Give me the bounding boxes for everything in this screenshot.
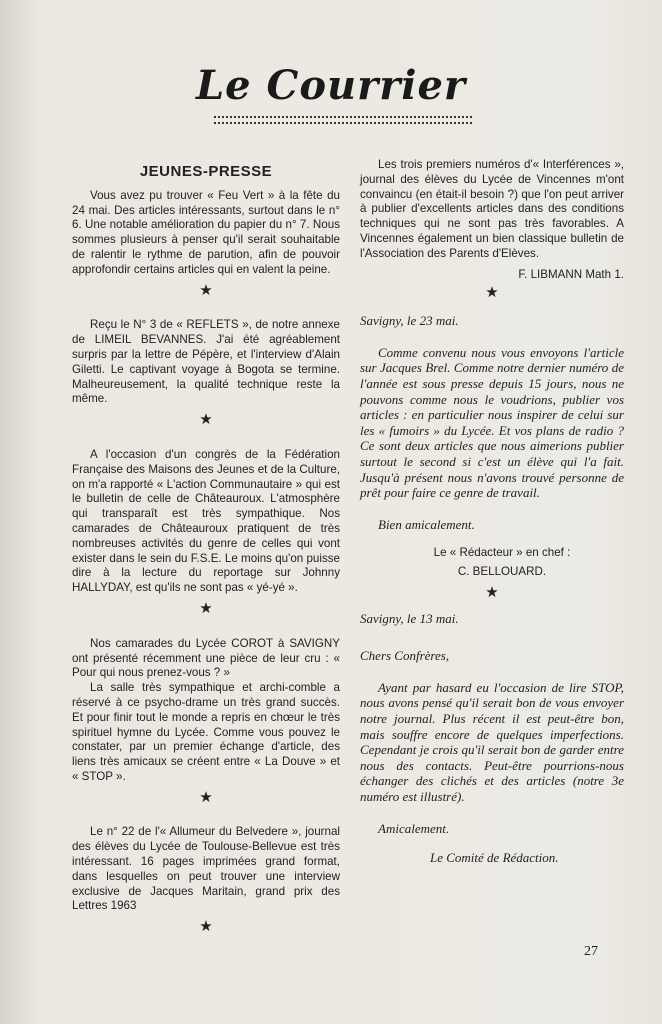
right-column	[360, 158, 624, 866]
article-lycee-corot: Nos camarades du Lycée COROT à SAVIGNY ont présenté récemment une pièce de leur cru : « Pour qui nous prenez-vous ? »	[72, 636, 340, 680]
article-reflets: Reçu le N° 3 de « REFLETS », de notre annexe de LIMEIL BEVANNES. J'ai été agréablement surpris par la lettre de Pépère, et l'interview d'Alain Giletti. Le captivant voyage à Bogota se termine. Malheureusement, la qualité technique reste la même.	[72, 318, 340, 406]
article-lycee-corot-cont: La salle très sympathique et archi-comble a réservé à ce psycho-drame un très grand succès. Et pour finir tout le monde a repris en chœur le très spirituel hymne du Lycée. Comme vous pouvez le constater, par un premier échange d'article, des liens très amicaux se créent entre « La Douve » et « STOP ».	[72, 681, 340, 783]
star-separator: ★	[485, 284, 499, 302]
spacer	[360, 626, 624, 648]
page-number: 27	[584, 944, 598, 959]
spacer	[360, 664, 624, 680]
signature-libmann: F. LIBMANN Math 1.	[518, 267, 624, 281]
star-separator: ★	[199, 599, 213, 617]
star-separator: ★	[199, 411, 213, 429]
section-heading: JEUNES-PRESSE	[139, 163, 273, 180]
letter2-dateline: Savigny, le 13 mai.	[360, 610, 459, 626]
left-column	[72, 165, 340, 935]
page-title: Le Courrier	[196, 62, 466, 109]
letter1-signature-name: C. BELLOUARD.	[457, 565, 547, 579]
letter1-dateline: Savigny, le 23 mai.	[360, 313, 459, 329]
letter2-body: Ayant par hasard eu l'occasion de lire STOP, nous avons pensé qu'il serait bon de vous envoyer notre journal. Plus récent il est peut-être bon, mais souffre encore de quelques imperfections. Cependant je crois qu'il serait bon de garder entre nous des contacts. Peut-être pourrions-nous échanger des clichés et des articles (notre 3e numéro est illustré).	[360, 679, 624, 805]
letter1-body: Comme convenu nous vous envoyons l'article sur Jacques Brel. Comme notre dernier numéro de l'année est sous presse depuis 15 jours, nous ne pouvons comme nous le voudrions, publier vos articles : en particulier nous inspirer de celui sur les « fumoirs » du Lycée. Et vos plans de radio ? Ce sont deux articles que nous aimerions publier surtout le second si c'est un élève qui l'a fait. Jusqu'à présent nous n'avons trouvé personne de prêt pour faire ce genre de travail.	[360, 344, 624, 501]
letter1-closing: Bien amicalement.	[378, 516, 475, 532]
article-allumeur: Le n° 22 de l'« Allumeur du Belvedere », journal des élèves du Lycée de Toulouse-Bellevue est très intéressant. 16 pages imprimées grand format, dans lesquelles on peut trouver une interview exclusive de Jacques Maritain, grand prix des Lettres 1963	[72, 825, 340, 913]
star-separator: ★	[485, 583, 499, 601]
star-separator: ★	[199, 918, 213, 936]
spacer	[360, 501, 624, 517]
spacer	[360, 329, 624, 345]
letter2-signature: Le Comité de Rédaction.	[430, 850, 559, 866]
letter1-signature-role: Le « Rédacteur » en chef :	[433, 546, 571, 560]
letter2-salutation: Chers Confrères,	[360, 648, 450, 664]
article-interferences: Les trois premiers numéros d'« Interférences », journal des élèves du Lycée de Vincennes m'ont convaincu (en était-il besoin ?) que l'on peut arriver à publier d'excellents articles dans des conditions techniques qui ne sont pas très favorables. A Vincennes également un bien classique bulletin de l'Association des Parents d'Elèves.	[360, 158, 624, 260]
title-underline	[214, 116, 472, 124]
star-separator: ★	[199, 788, 213, 806]
article-feu-vert: Vous avez pu trouver « Feu Vert » à la fête du 24 mai. Des articles intéressants, surtout dans le n° 6. Une notable amélioration du papier du n° 7. Nous sommes plusieurs à penser qu'il serait souhaitable de ralentir le rythme de parution, afin de pouvoir approfondir certains articles qui en valent la peine.	[72, 188, 340, 276]
article-action-communautaire: A l'occasion d'un congrès de la Fédération Française des Maisons des Jeunes et de la Culture, on m'a rapporté « L'action Communautaire » qui est le bulletin de celle de Châteauroux. L'atmosphère qui transparaît est très sympathique. Nos camarades de Châteauroux pratiquent de très nombreuses activités du genre de celles qui vont exister dans le sein du F.S.E. Le moins qu'on puisse dire à la lecture du reportage sur Johnny HALLYDAY, est qu'ils ne sont pas « yé-yé ».	[72, 447, 340, 595]
letter2-closing: Amicalement.	[378, 820, 450, 836]
star-separator: ★	[199, 281, 213, 299]
spacer	[360, 805, 624, 821]
